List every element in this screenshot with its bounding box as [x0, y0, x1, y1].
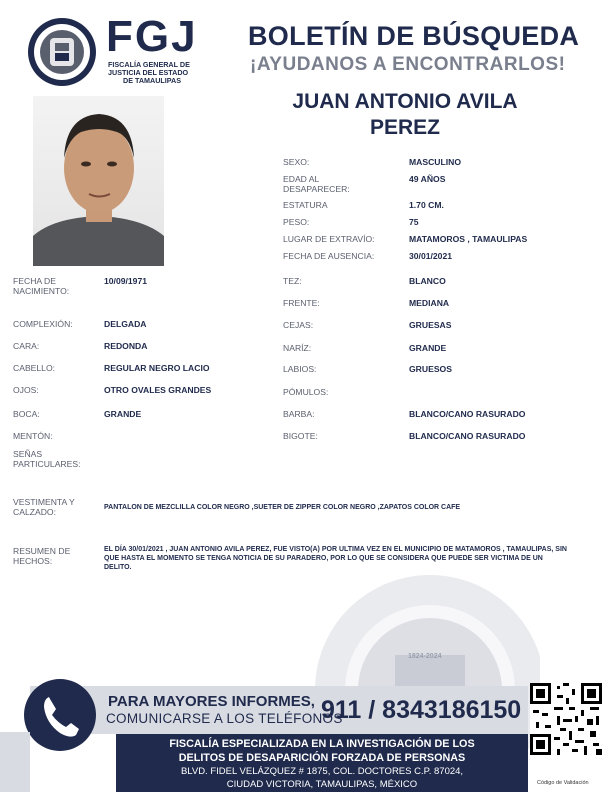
qr-code: [530, 683, 602, 755]
weight-label: PESO:: [283, 217, 310, 227]
age-value: 49 AÑOS: [409, 174, 446, 184]
fgj-seal-icon: [26, 16, 98, 88]
build-label: COMPLEXIÓN:: [13, 319, 73, 329]
eyebrows-value: GRUESAS: [409, 320, 452, 330]
phone-circle: [24, 679, 96, 751]
footer-gray-corner: [0, 732, 30, 792]
location-label: LUGAR DE EXTRAVÍO:: [283, 234, 375, 244]
seal-years: 1824-2024: [408, 653, 442, 660]
skin-value: BLANCO: [409, 276, 446, 286]
beard-label: BARBA:: [283, 409, 315, 419]
eyes-label: OJOS:: [13, 385, 39, 395]
chin-label: MENTÓN:: [13, 431, 53, 441]
footer-line4: CIUDAD VICTORIA, TAMAULIPAS, MÉXICO: [226, 779, 418, 790]
lips-value: GRUESOS: [409, 364, 452, 374]
mouth-label: BOCA:: [13, 409, 40, 419]
contact-phone: 911 / 8343186150: [321, 696, 522, 724]
marks-label: SEÑAS PARTICULARES:: [13, 449, 81, 469]
eyes-value: OTRO OVALES GRANDES: [104, 385, 212, 395]
birth-date-label: FECHA DE NACIMIENTO:: [13, 276, 70, 296]
contact-line1: PARA MAYORES INFORMES,: [108, 693, 315, 710]
face-value: REDONDA: [104, 341, 148, 351]
hair-label: CABELLO:: [13, 363, 56, 373]
mouth-value: GRANDE: [104, 409, 142, 419]
skin-label: TEZ:: [283, 276, 302, 286]
nose-value: GRANDE: [409, 343, 447, 353]
age-label: EDAD AL DESAPARECER:: [283, 174, 350, 194]
person-name-line1: JUAN ANTONIO AVILA: [292, 90, 518, 113]
bulletin-title: BOLETÍN DE BÚSQUEDA: [248, 21, 580, 51]
location-value: MATAMOROS , TAMAULIPAS: [409, 234, 528, 244]
person-photo: [33, 96, 164, 266]
summary-value: EL DÍA 30/01/2021 , JUAN ANTONIO AVILA PEREZ, FUE VISTO(A) POR ULTIMA VEZ EN EL MUNICIPIO DE MATAMOROS , TAMAULIPAS, SIN QUE HASTA EL MOMENTO SE TENGA NOTICIA DE SU PARADERO, POR LO QUE SE CONSIDERA QUE PUEDE SER VICTIMA DE UN DELITO.: [104, 546, 567, 571]
contact-line2: COMUNICARSE A LOS TELÉFONOS: [106, 711, 343, 726]
forehead-value: MEDIANA: [409, 298, 450, 308]
fgj-subtitle-2: JUSTICIA DEL ESTADO: [108, 68, 189, 77]
beard-value: BLANCO/CANO RASURADO: [409, 409, 526, 419]
mustache-value: BLANCO/CANO RASURADO: [409, 431, 526, 441]
footer-line1: FISCALÍA ESPECIALIZADA EN LA INVESTIGACIÓN DE LOS: [169, 738, 475, 750]
sex-value: MASCULINO: [409, 157, 462, 167]
height-label: ESTATURA: [283, 200, 328, 210]
build-value: DELGADA: [104, 319, 147, 329]
phone-icon: [24, 679, 96, 751]
absence-date-value: 30/01/2021: [409, 251, 453, 261]
forehead-label: FRENTE:: [283, 298, 320, 308]
summary-label: RESUMEN DE HECHOS:: [13, 546, 71, 566]
fgj-subtitle-1: FISCALÍA GENERAL DE: [108, 60, 190, 69]
fgj-logo: [26, 12, 206, 90]
lips-label: LABIOS:: [283, 364, 317, 374]
footer-line2: DELITOS DE DESAPARICIÓN FORZADA DE PERSONAS: [178, 752, 466, 764]
nose-label: NARÍZ:: [283, 343, 312, 353]
height-value: 1.70 CM.: [409, 200, 444, 210]
clothing-value: PANTALON DE MEZCLILLA COLOR NEGRO ,SUETER DE ZIPPER COLOR NEGRO ,ZAPATOS COLOR CAFE: [104, 504, 461, 511]
fgj-acronym: FGJ: [106, 12, 198, 61]
mustache-label: BIGOTE:: [283, 431, 318, 441]
birth-date-value: 10/09/1971: [104, 276, 148, 286]
person-name-line2: PEREZ: [369, 116, 440, 139]
footer-line3: BLVD. FIDEL VELÁZQUEZ # 1875, COL. DOCTORES C.P. 87024,: [180, 766, 464, 777]
cheekbones-label: PÓMULOS:: [283, 387, 329, 397]
sex-label: SEXO:: [283, 157, 310, 167]
face-label: CARA:: [13, 341, 40, 351]
weight-value: 75: [409, 217, 419, 227]
absence-date-label: FECHA DE AUSENCIA:: [283, 251, 375, 261]
qr-caption: Código de Validación: [537, 780, 589, 786]
clothing-label: VESTIMENTA Y CALZADO:: [13, 497, 75, 517]
hair-value: REGULAR NEGRO LACIO: [104, 363, 210, 373]
eyebrows-label: CEJAS:: [283, 320, 314, 330]
fgj-subtitle-3: DE TAMAULIPAS: [123, 76, 182, 85]
bulletin-subtitle: ¡AYUDANOS A ENCONTRARLOS!: [250, 54, 566, 75]
